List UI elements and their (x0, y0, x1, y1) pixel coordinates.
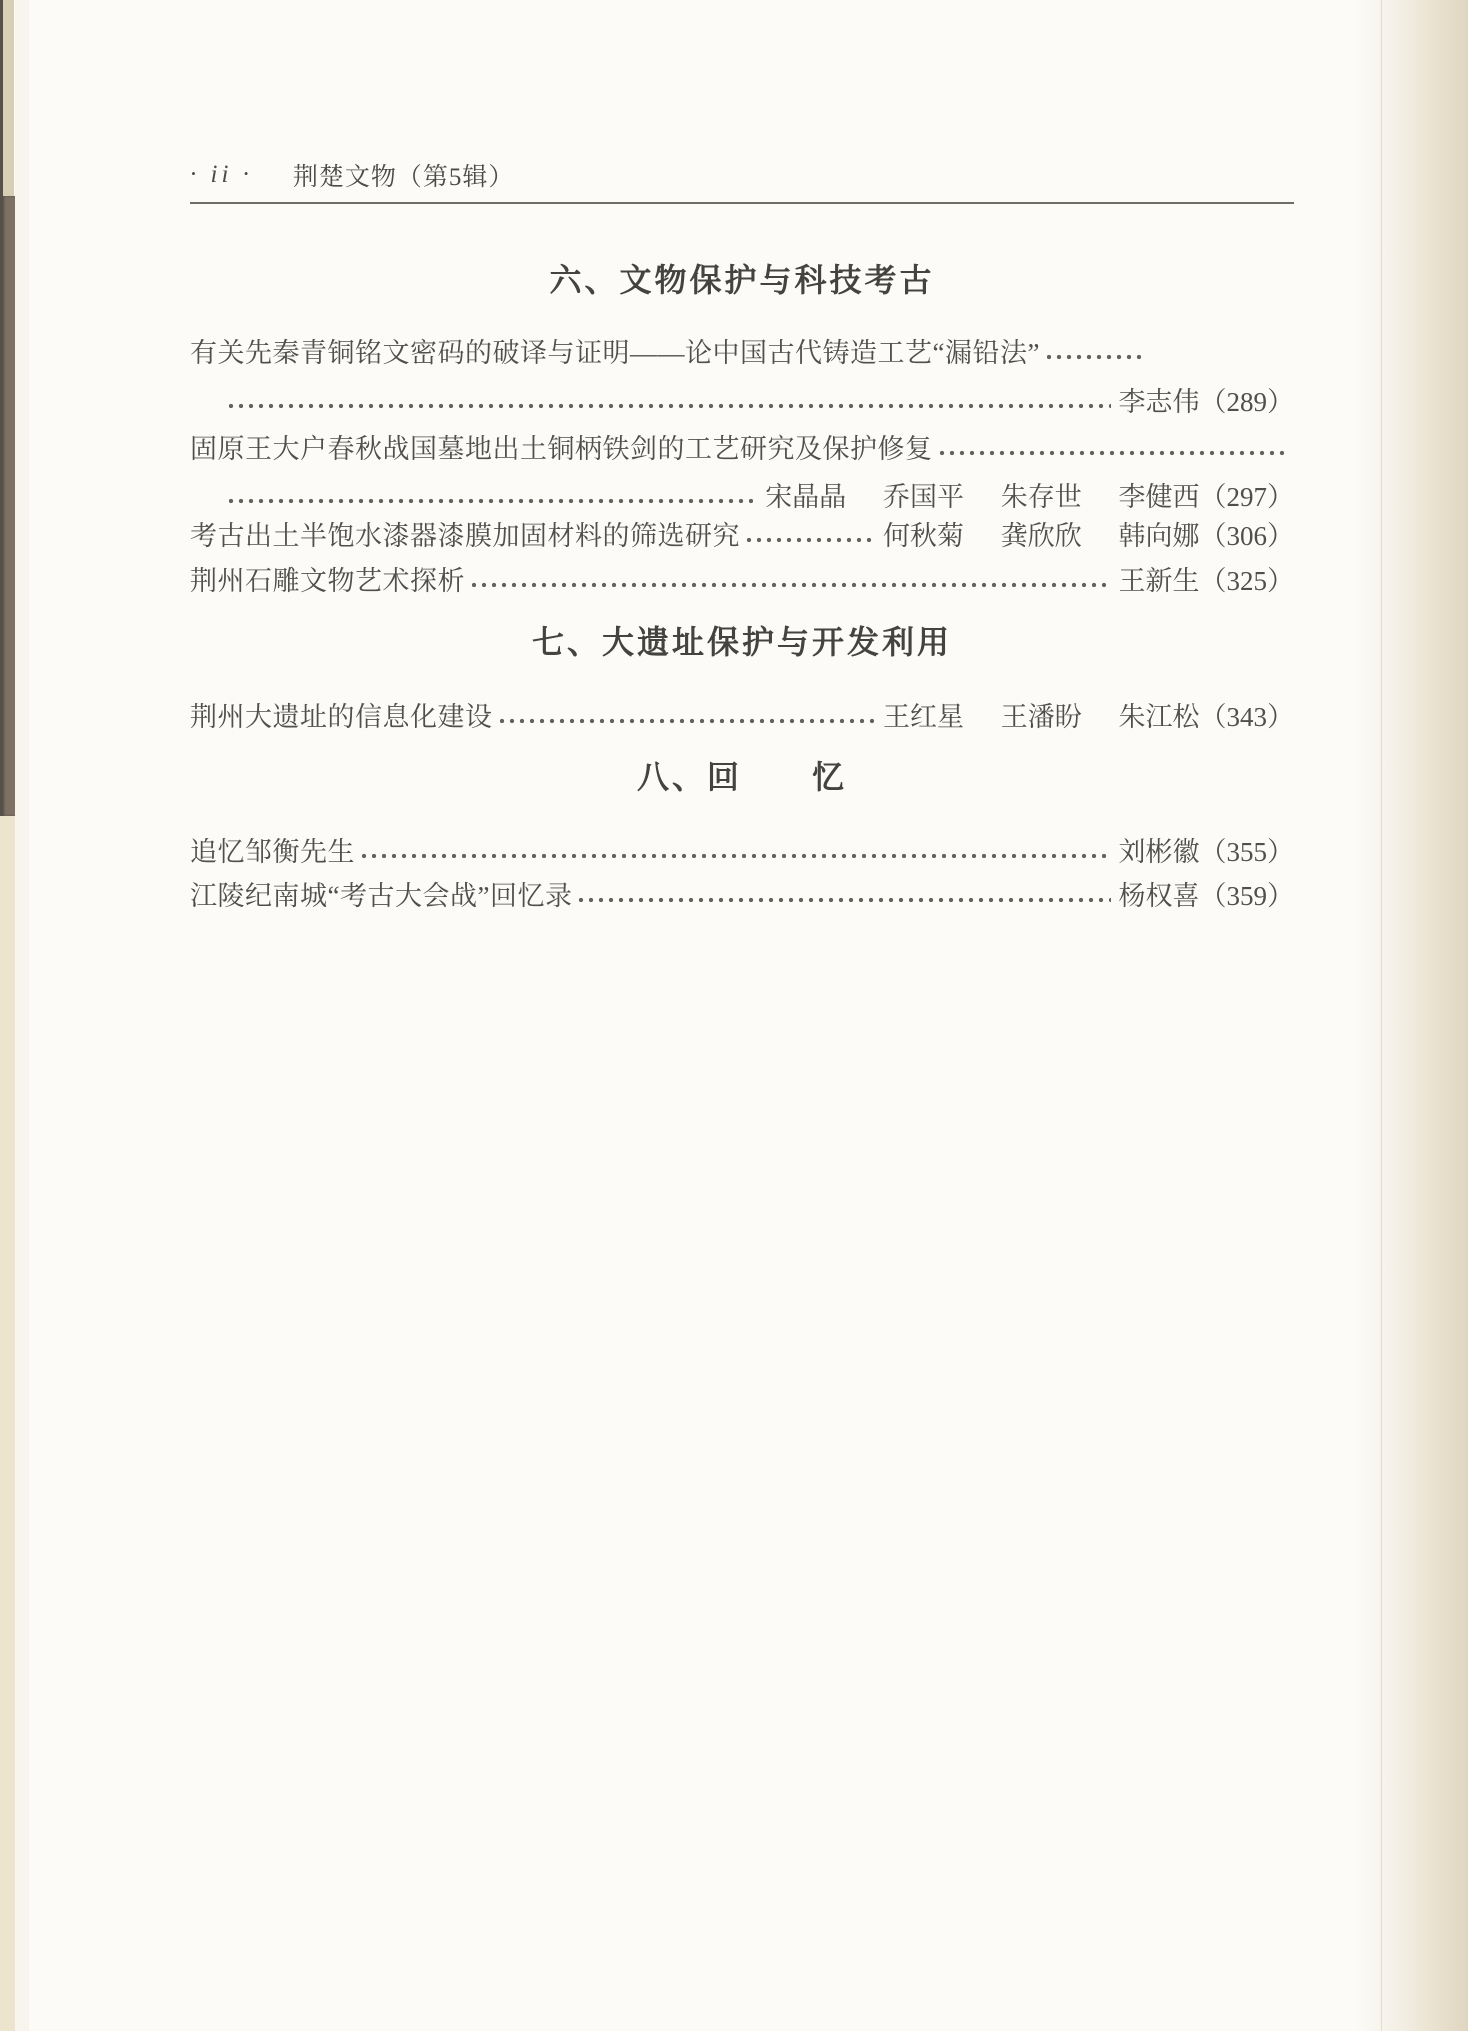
dot-leader (228, 498, 757, 504)
entry-authors (883, 514, 1200, 553)
author-name: 何秋菊 (883, 520, 964, 551)
entry-title: 江陵纪南城“考古大会战”回忆录 (190, 880, 573, 911)
entry-authors (883, 695, 1200, 734)
entry-title: 荆州石雕文物艺术探析 (190, 565, 465, 596)
binding-edge-brown (2, 196, 15, 816)
author-name: 朱江松 (1118, 701, 1200, 732)
author-name: 龚欣欣 (1000, 520, 1082, 551)
author-name: 杨权喜 (1118, 880, 1200, 911)
dot-leader (746, 537, 875, 543)
binding-edge-shadow (0, 0, 3, 818)
author-name: 刘彬徽 (1118, 836, 1200, 867)
entry-authors (1119, 380, 1200, 419)
dot-leader (939, 450, 1287, 456)
dot-leader (228, 403, 1111, 409)
entry-page-number: （359） (1199, 880, 1294, 911)
binding-edge-top (2, 0, 14, 196)
book-title: 荆楚文物（第5辑） (292, 164, 515, 191)
page-number: · ii · (190, 161, 253, 188)
entry-title: 追忆邹衡先生 (190, 836, 355, 867)
entry-page-number: （325） (1199, 565, 1294, 596)
toc-entry-author-line (190, 476, 1294, 512)
toc-entry (190, 560, 1294, 596)
dot-leader (361, 853, 1111, 859)
author-name: 王潘盼 (1000, 701, 1082, 732)
entry-page-number: （355） (1199, 836, 1294, 867)
entry-page-number: （343） (1199, 701, 1294, 732)
header-rule (190, 202, 1294, 204)
entry-authors (1119, 830, 1200, 869)
dot-leader (471, 582, 1111, 588)
entry-page-number: （297） (1199, 481, 1294, 512)
toc-entry (190, 696, 1294, 732)
running-head (190, 158, 1294, 192)
toc-entry (190, 831, 1294, 867)
entry-title: 有关先秦青铜铭文密码的破译与证明——论中国古代铸造工艺“漏铅法” (190, 337, 1040, 368)
author-name: 宋晶晶 (765, 481, 847, 512)
entry-authors (1119, 559, 1200, 598)
section-heading-8: 八、回 忆 (636, 759, 847, 795)
author-name: 李健西 (1118, 481, 1200, 512)
entry-authors (1119, 874, 1200, 913)
toc-entry-author-line (190, 381, 1294, 417)
toc-entry (190, 875, 1294, 911)
right-page-edge (1356, 0, 1468, 2031)
entry-title: 荆州大遗址的信息化建设 (190, 701, 493, 732)
section-heading-6: 六、文物保护与科技考古 (549, 262, 935, 298)
author-name: 朱存世 (1000, 481, 1082, 512)
section-heading-7: 七、大遗址保护与开发利用 (531, 624, 952, 660)
dot-leader (578, 897, 1110, 903)
author-name: 乔国平 (883, 481, 964, 512)
dot-leader (1046, 354, 1141, 360)
entry-title: 考古出土半饱水漆器漆膜加固材料的筛选研究 (190, 520, 740, 551)
entry-authors (765, 475, 1199, 514)
binding-edge-bottom (0, 816, 15, 2031)
toc-entry-title-line (190, 428, 1294, 464)
page-left-margin-shadow (15, 0, 29, 2031)
dot-leader (499, 718, 876, 724)
author-name: 李志伟 (1118, 386, 1200, 417)
right-page-crease (1381, 0, 1382, 2031)
toc-entry (190, 515, 1294, 551)
entry-title: 固原王大户春秋战国墓地出土铜柄铁剑的工艺研究及保护修复 (190, 433, 933, 464)
author-name: 韩向娜 (1118, 520, 1200, 551)
author-name: 王红星 (883, 701, 964, 732)
entry-page-number: （306） (1199, 520, 1294, 551)
entry-page-number: （289） (1199, 386, 1294, 417)
author-name: 王新生 (1118, 565, 1200, 596)
toc-entry-title-line (190, 332, 1294, 368)
